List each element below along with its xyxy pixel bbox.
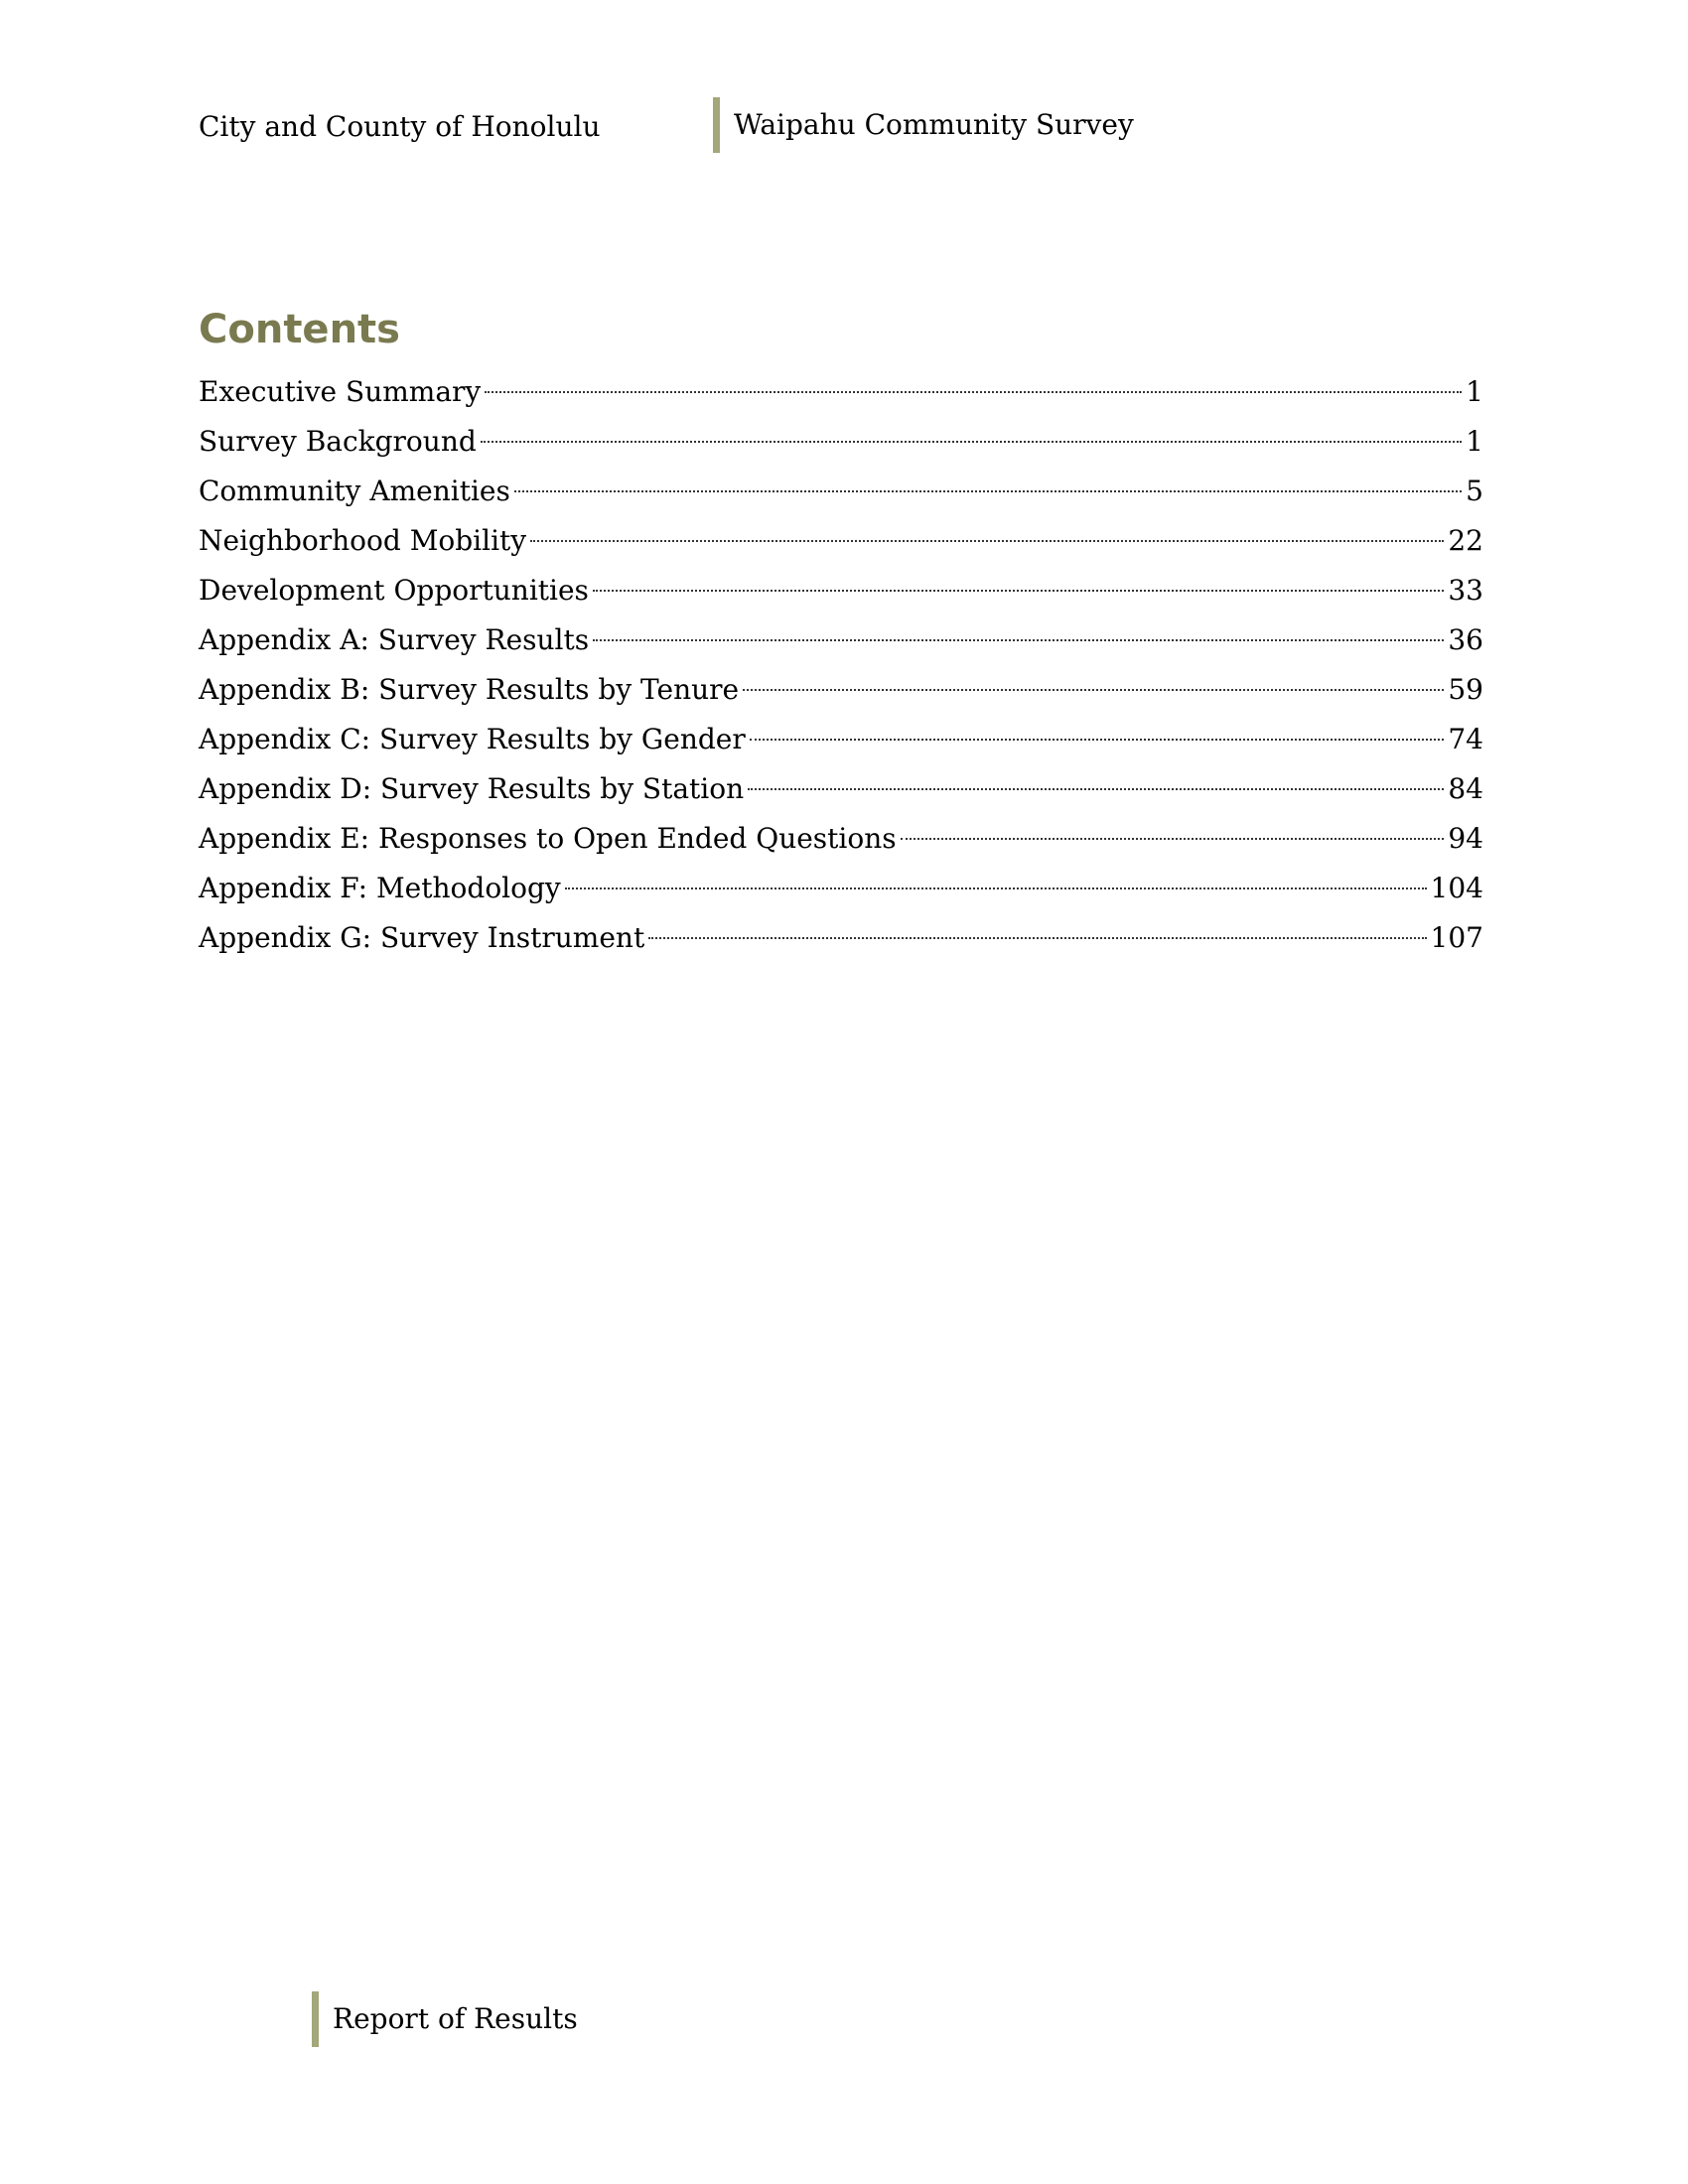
toc-page-number: 107	[1430, 921, 1483, 954]
toc-page-number: 5	[1466, 475, 1483, 507]
toc-dot-leader	[901, 838, 1445, 840]
toc-entry[interactable]	[199, 615, 1483, 665]
toc-page-number: 74	[1448, 723, 1483, 755]
toc-dot-leader	[593, 590, 1444, 592]
toc-dot-leader	[481, 441, 1462, 443]
toc-entry-title: Appendix D: Survey Results by Station	[199, 772, 745, 805]
toc-page-number: 1	[1466, 425, 1483, 458]
toc-entry[interactable]	[199, 566, 1483, 615]
footer-report-label: Report of Results	[312, 1991, 578, 2047]
toc-dot-leader	[565, 887, 1427, 889]
toc-entry[interactable]	[199, 665, 1483, 715]
toc-entry-title: Appendix B: Survey Results by Tenure	[199, 673, 740, 706]
toc-entry[interactable]	[199, 913, 1483, 963]
toc-page-number: 59	[1448, 673, 1483, 706]
header-organization: City and County of Honolulu	[199, 110, 601, 143]
toc-entry-title: Appendix C: Survey Results by Gender	[199, 723, 746, 755]
contents-heading: Contents	[199, 307, 400, 352]
toc-dot-leader	[514, 490, 1462, 492]
toc-dot-leader	[485, 391, 1462, 393]
toc-entry[interactable]	[199, 715, 1483, 764]
toc-entry-title: Executive Summary	[199, 375, 482, 408]
toc-dot-leader	[593, 639, 1444, 641]
toc-entry-title: Appendix F: Methodology	[199, 872, 561, 904]
toc-entry-title: Appendix G: Survey Instrument	[199, 921, 645, 954]
toc-dot-leader	[748, 788, 1444, 790]
toc-page-number: 94	[1448, 822, 1483, 855]
toc-entry[interactable]	[199, 417, 1483, 467]
toc-entry-title: Appendix E: Responses to Open Ended Questions	[199, 822, 897, 855]
header-document-title: Waipahu Community Survey	[713, 97, 1134, 153]
toc-dot-leader	[530, 540, 1444, 542]
toc-entry[interactable]	[199, 516, 1483, 566]
table-of-contents	[199, 367, 1483, 963]
toc-page-number: 33	[1448, 574, 1483, 607]
toc-entry-title: Community Amenities	[199, 475, 510, 507]
toc-page-number: 84	[1448, 772, 1483, 805]
toc-dot-leader	[743, 689, 1444, 691]
toc-dot-leader	[750, 739, 1445, 741]
toc-entry[interactable]	[199, 864, 1483, 913]
toc-entry[interactable]	[199, 367, 1483, 417]
toc-page-number: 104	[1430, 872, 1483, 904]
toc-page-number: 1	[1466, 375, 1483, 408]
toc-entry[interactable]	[199, 764, 1483, 814]
toc-entry-title: Neighborhood Mobility	[199, 524, 527, 557]
toc-entry-title: Development Opportunities	[199, 574, 589, 607]
toc-entry[interactable]	[199, 814, 1483, 864]
toc-page-number: 22	[1448, 524, 1483, 557]
toc-entry-title: Appendix A: Survey Results	[199, 623, 590, 656]
toc-entry[interactable]	[199, 467, 1483, 516]
toc-entry-title: Survey Background	[199, 425, 477, 458]
toc-dot-leader	[648, 937, 1426, 939]
toc-page-number: 36	[1448, 623, 1483, 656]
